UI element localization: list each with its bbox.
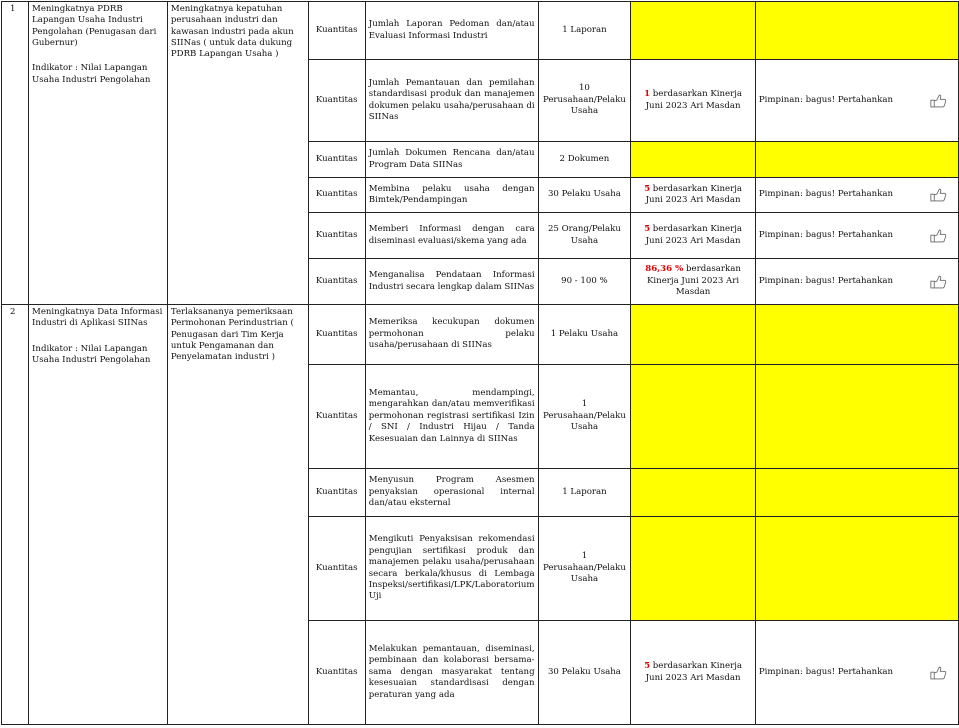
aspect-cell: Kuantitas bbox=[308, 365, 365, 469]
feedback-cell-empty bbox=[755, 305, 958, 365]
realization-cell-empty bbox=[631, 517, 756, 621]
feedback-text: Pimpinan: bagus! Pertahankan bbox=[758, 189, 894, 200]
feedback-cell bbox=[755, 60, 958, 142]
indicator-cell: Mengikuti Penyaksisan rekomendasi pengujian sertifikasi produk dan manajemen pelaku usaha/perusahaan secara berkala/khusus di Lembaga Inspeksi/sertifikasi/LPK/Laboratorium Uji bbox=[365, 517, 538, 621]
realization-cell bbox=[631, 621, 756, 725]
indicator-cell: Jumlah Dokumen Rencana dan/atau Program Data SIINas bbox=[365, 142, 538, 178]
realization-value: 1 bbox=[644, 89, 651, 100]
realization-text: berdasarkan Kinerja Juni 2023 Ari Masdan bbox=[647, 264, 741, 298]
aspect-cell: Kuantitas bbox=[308, 259, 365, 305]
target-cell: 10 Perusahaan/Pelaku Usaha bbox=[538, 60, 631, 142]
aspect-cell: Kuantitas bbox=[308, 305, 365, 365]
thumbs-up-icon[interactable] bbox=[930, 229, 947, 243]
realization-value: 5 bbox=[644, 183, 651, 194]
goal-indicator: Indikator : Nilai Lapangan Usaha Industri Pengolahan bbox=[32, 63, 151, 85]
indicator-cell: Melakukan pemantauan, diseminasi, pembinaan dan kolaborasi bersama-sama dengan masyarakat tentang kesesuaian standardisasi dengan peraturan yang ada bbox=[365, 621, 538, 725]
thumbs-up-icon[interactable] bbox=[930, 188, 947, 202]
feedback-text: Pimpinan: bagus! Pertahankan bbox=[758, 275, 894, 286]
table-row bbox=[2, 305, 959, 365]
feedback-cell-empty bbox=[755, 517, 958, 621]
feedback-cell-empty bbox=[755, 469, 958, 517]
target-cell: 1 Laporan bbox=[538, 469, 631, 517]
goal-text: Meningkatnya Data Informasi Industri di Aplikasi SIINas bbox=[32, 307, 163, 329]
target-cell: 30 Pelaku Usaha bbox=[538, 178, 631, 213]
plan-cell: Meningkatnya kepatuhan perusahaan industri dan kawasan industri pada akun SIINas ( untuk data dukung PDRB Lapangan Usaha ) bbox=[167, 2, 308, 305]
plan-cell: Terlaksananya pemeriksaan Permohonan Perindustrian ( Penugasan dari Tim Kerja untuk Pengamanan dan Penyelamatan industri ) bbox=[167, 305, 308, 725]
realization-cell bbox=[631, 259, 756, 305]
thumbs-up-icon[interactable] bbox=[930, 666, 947, 680]
feedback-cell-empty bbox=[755, 2, 958, 60]
realization-cell-empty bbox=[631, 2, 756, 60]
realization-cell-empty bbox=[631, 142, 756, 178]
aspect-cell: Kuantitas bbox=[308, 469, 365, 517]
realization-cell-empty bbox=[631, 365, 756, 469]
realization-value: 5 bbox=[644, 661, 651, 672]
realization-value: 86,36 % bbox=[645, 264, 684, 275]
realization-value: 5 bbox=[644, 224, 651, 235]
indicator-cell: Menganalisa Pendataan Informasi Industri secara lengkap dalam SIINas bbox=[365, 259, 538, 305]
target-cell: 30 Pelaku Usaha bbox=[538, 621, 631, 725]
realization-cell bbox=[631, 178, 756, 213]
feedback-cell-empty bbox=[755, 142, 958, 178]
indicator-cell: Jumlah Pemantauan dan pemilahan standardisasi produk dan manajemen dokumen pelaku usaha/perusahaan di SIINas bbox=[365, 60, 538, 142]
aspect-cell: Kuantitas bbox=[308, 517, 365, 621]
indicator-cell: Memantau, mendampingi, mengarahkan dan/atau memverifikasi permohonan registrasi sertifikasi Izin / SNI / Industri Hijau / Tanda Kesesuaian dan Lainnya di SIINas bbox=[365, 365, 538, 469]
target-cell: 1 Perusahaan/Pelaku Usaha bbox=[538, 365, 631, 469]
realization-text: berdasarkan Kinerja Juni 2023 Ari Masdan bbox=[645, 89, 743, 111]
realization-text: berdasarkan Kinerja Juni 2023 Ari Masdan bbox=[645, 224, 743, 246]
aspect-cell: Kuantitas bbox=[308, 60, 365, 142]
performance-table bbox=[1, 1, 959, 725]
feedback-cell-empty bbox=[755, 365, 958, 469]
indicator-cell: Memberi Informasi dengan cara diseminasi evaluasi/skema yang ada bbox=[365, 213, 538, 259]
realization-text: berdasarkan Kinerja Juni 2023 Ari Masdan bbox=[645, 661, 743, 683]
aspect-cell: Kuantitas bbox=[308, 213, 365, 259]
realization-cell bbox=[631, 60, 756, 142]
indicator-cell: Menyusun Program Asesmen penyaksian operasional internal dan/atau eksternal bbox=[365, 469, 538, 517]
goal-cell bbox=[29, 2, 168, 305]
target-cell: 90 - 100 % bbox=[538, 259, 631, 305]
feedback-cell bbox=[755, 213, 958, 259]
target-cell: 2 Dokumen bbox=[538, 142, 631, 178]
target-cell: 1 Pelaku Usaha bbox=[538, 305, 631, 365]
realization-cell-empty bbox=[631, 305, 756, 365]
aspect-cell: Kuantitas bbox=[308, 142, 365, 178]
table-row bbox=[2, 2, 959, 60]
goal-cell bbox=[29, 305, 168, 725]
feedback-text: Pimpinan: bagus! Pertahankan bbox=[758, 94, 894, 105]
indicator-cell: Jumlah Laporan Pedoman dan/atau Evaluasi Informasi Industri bbox=[365, 2, 538, 60]
feedback-cell bbox=[755, 621, 958, 725]
goal-indicator: Indikator : Nilai Lapangan Usaha Industri Pengolahan bbox=[32, 343, 151, 366]
thumbs-up-icon[interactable] bbox=[930, 94, 947, 108]
target-cell: 1 Perusahaan/Pelaku Usaha bbox=[538, 517, 631, 621]
goal-text: Meningkatnya PDRB Lapangan Usaha Industri Pengolahan (Penugasan dari Gubernur) bbox=[32, 4, 157, 49]
indicator-cell: Membina pelaku usaha dengan Bimtek/Pendampingan bbox=[365, 178, 538, 213]
aspect-cell: Kuantitas bbox=[308, 2, 365, 60]
target-cell: 25 Orang/Pelaku Usaha bbox=[538, 213, 631, 259]
feedback-cell bbox=[755, 178, 958, 213]
row-number: 1 bbox=[2, 2, 29, 305]
feedback-text: Pimpinan: bagus! Pertahankan bbox=[758, 229, 894, 240]
aspect-cell: Kuantitas bbox=[308, 178, 365, 213]
thumbs-up-icon[interactable] bbox=[930, 275, 947, 289]
realization-cell bbox=[631, 213, 756, 259]
feedback-cell bbox=[755, 259, 958, 305]
row-number: 2 bbox=[2, 305, 29, 725]
indicator-cell: Memeriksa kecukupan dokumen permohonan pelaku usaha/perusahaan di SIINas bbox=[365, 305, 538, 365]
realization-cell-empty bbox=[631, 469, 756, 517]
target-cell: 1 Laporan bbox=[538, 2, 631, 60]
aspect-cell: Kuantitas bbox=[308, 621, 365, 725]
feedback-text: Pimpinan: bagus! Pertahankan bbox=[758, 666, 894, 677]
realization-text: berdasarkan Kinerja Juni 2023 Ari Masdan bbox=[645, 183, 743, 205]
